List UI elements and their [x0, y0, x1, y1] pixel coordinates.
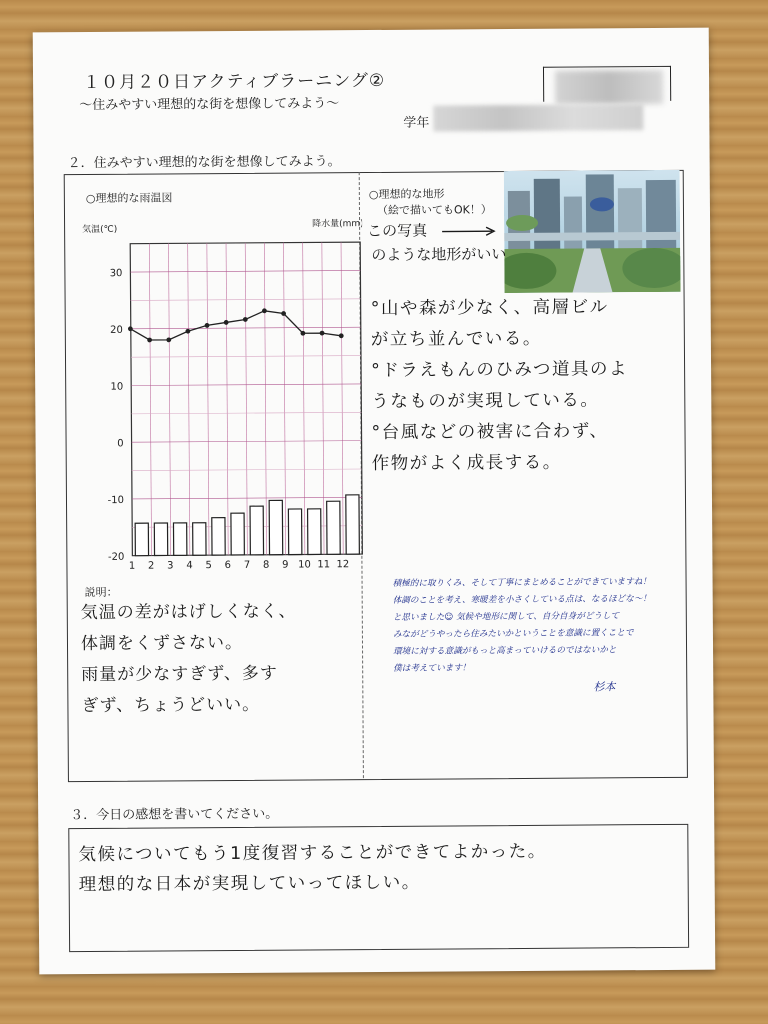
teacher-signature: 杉本: [593, 680, 616, 694]
y-left-tick-label: 0: [117, 438, 124, 450]
precipitation-bar: [173, 523, 186, 556]
precipitation-bar: [288, 509, 301, 555]
temperature-point: [147, 338, 152, 343]
grade-label: 学年: [403, 115, 430, 131]
worksheet-title: １０月２０日アクティブラーニング②: [83, 70, 386, 94]
terrain-line: °台風などの被害に合わず、: [371, 421, 609, 444]
worksheet-subtitle: 〜住みやすい理想的な街を想像してみよう〜: [79, 96, 340, 114]
grid-vline: [245, 243, 247, 555]
x-tick-label: 5: [205, 560, 212, 572]
grid-vline: [188, 243, 190, 555]
y-right-axis-label: 降水量(mm): [312, 219, 364, 230]
x-tick-label: 7: [243, 559, 251, 571]
explanation-label: 説明：: [84, 585, 118, 600]
x-tick-label: 2: [147, 560, 155, 572]
y-left-tick-label: -20: [108, 551, 125, 563]
grid-vline: [149, 244, 151, 556]
temperature-point: [128, 326, 133, 331]
x-tick-label: 1: [128, 560, 136, 572]
explanation-line: 雨量が少なすぎず、多す: [81, 663, 278, 686]
temperature-point: [300, 331, 305, 336]
grid-vline: [226, 243, 228, 555]
precipitation-bar: [346, 495, 360, 554]
redacted-box: [555, 70, 663, 105]
temperature-line: [128, 308, 344, 343]
x-tick-label: 12: [336, 559, 350, 571]
teacher-comment-line: 体調のことを考え、寒暖差を小さくしている点は、なるほどな〜！: [392, 594, 652, 606]
temperature-point: [185, 329, 190, 334]
x-tick-label: 6: [224, 559, 232, 572]
x-tick-label: 9: [282, 559, 289, 571]
y-left-tick-label: 30: [109, 268, 123, 280]
teacher-comment-line: と思いました☺ 気候や地形に関して、自分自身がどうして: [392, 611, 620, 623]
teacher-comment-line: みながどうやったら住みたいかということを意識に置くことで: [392, 628, 634, 640]
terrain-line: °山や森が少なく、高層ビル: [370, 297, 609, 320]
grid-vline: [284, 243, 286, 555]
terrain-line: 作物がよく成長する。: [371, 452, 562, 475]
temperature-point: [243, 317, 248, 322]
precipitation-bar: [327, 501, 341, 554]
temperature-point: [224, 320, 229, 325]
x-tick-label: 4: [186, 560, 193, 572]
temperature-point: [205, 323, 210, 328]
teacher-comment: [393, 574, 684, 678]
impression-line: 気候についてもう1度復習することができてよかった。: [78, 841, 547, 866]
arrow-right-icon: [440, 225, 498, 237]
precipitation-bar: [308, 509, 321, 555]
impression-line: 理想的な日本が実現していってほしい。: [78, 872, 421, 896]
y-left-tick-label: -10: [107, 495, 125, 507]
teacher-comment-line: 環境に対する意識がもっと高まっていけるのではないかと: [393, 645, 617, 657]
temperature-point: [281, 311, 286, 316]
y-left-tick-label: 10: [110, 381, 124, 393]
photo-caption-line1: この写真: [367, 221, 428, 241]
precipitation-bar: [193, 523, 206, 556]
grid-vline: [341, 242, 343, 554]
photo-caption-line2: のような地形がいい: [371, 245, 507, 265]
grid-vline: [303, 242, 305, 554]
explanation-text: [81, 596, 362, 722]
terrain-line: °ドラえもんのひみつ道具のよ: [371, 359, 629, 382]
explanation-line: 体調をくずさない。: [80, 632, 244, 655]
y-left-axis-label: 気温(℃): [82, 224, 118, 236]
temperature-point: [262, 308, 267, 313]
precipitation-bar: [231, 513, 244, 555]
x-tick-label: 8: [262, 559, 270, 571]
precipitation-bar: [212, 518, 225, 556]
explanation-line: 気温の差がはげしくなく、: [80, 601, 297, 624]
precipitation-bar: [250, 506, 264, 555]
impression-text: [78, 836, 678, 900]
precipitation-bar: [135, 523, 148, 556]
teacher-comment-line: 積極的に取りくみ、そして丁寧にまとめることができていますね！: [392, 577, 651, 589]
x-tick-label: 3: [167, 560, 174, 572]
terrain-hint: （絵で描いてもOK！）: [376, 203, 492, 217]
climate-chart-label: ○理想的な雨温図: [85, 191, 173, 206]
climate-chart: [72, 212, 365, 574]
terrain-label: ○理想的な地形: [368, 187, 445, 202]
terrain-line: うなものが実現している。: [371, 390, 600, 413]
terrain-line: が立ち並んでいる。: [370, 328, 542, 351]
grid-vline: [264, 243, 266, 555]
temperature-polyline: [130, 310, 341, 340]
redacted-name: [433, 104, 643, 131]
grid-vline: [207, 243, 209, 555]
grid-vline: [322, 242, 324, 554]
worksheet-paper: [33, 28, 716, 975]
city-photo: [504, 170, 681, 293]
teacher-comment-line: 僕は考えています！: [393, 663, 471, 674]
question-2-heading: ２．住みやすい理想的な街を想像してみよう。: [67, 154, 341, 172]
precipitation-bar: [154, 523, 167, 556]
temperature-point: [320, 331, 325, 336]
precipitation-bar: [269, 500, 283, 554]
terrain-text: [371, 292, 684, 480]
temperature-point: [166, 337, 171, 342]
x-tick-label: 11: [317, 559, 331, 571]
question-3-heading: ３．今日の感想を書いてください。: [70, 806, 279, 824]
y-left-tick-label: 20: [110, 324, 123, 336]
explanation-line: ぎず、ちょうどいい。: [81, 694, 261, 717]
grid-vline: [169, 243, 171, 555]
temperature-point: [339, 333, 344, 338]
x-tick-label: 10: [298, 559, 311, 571]
